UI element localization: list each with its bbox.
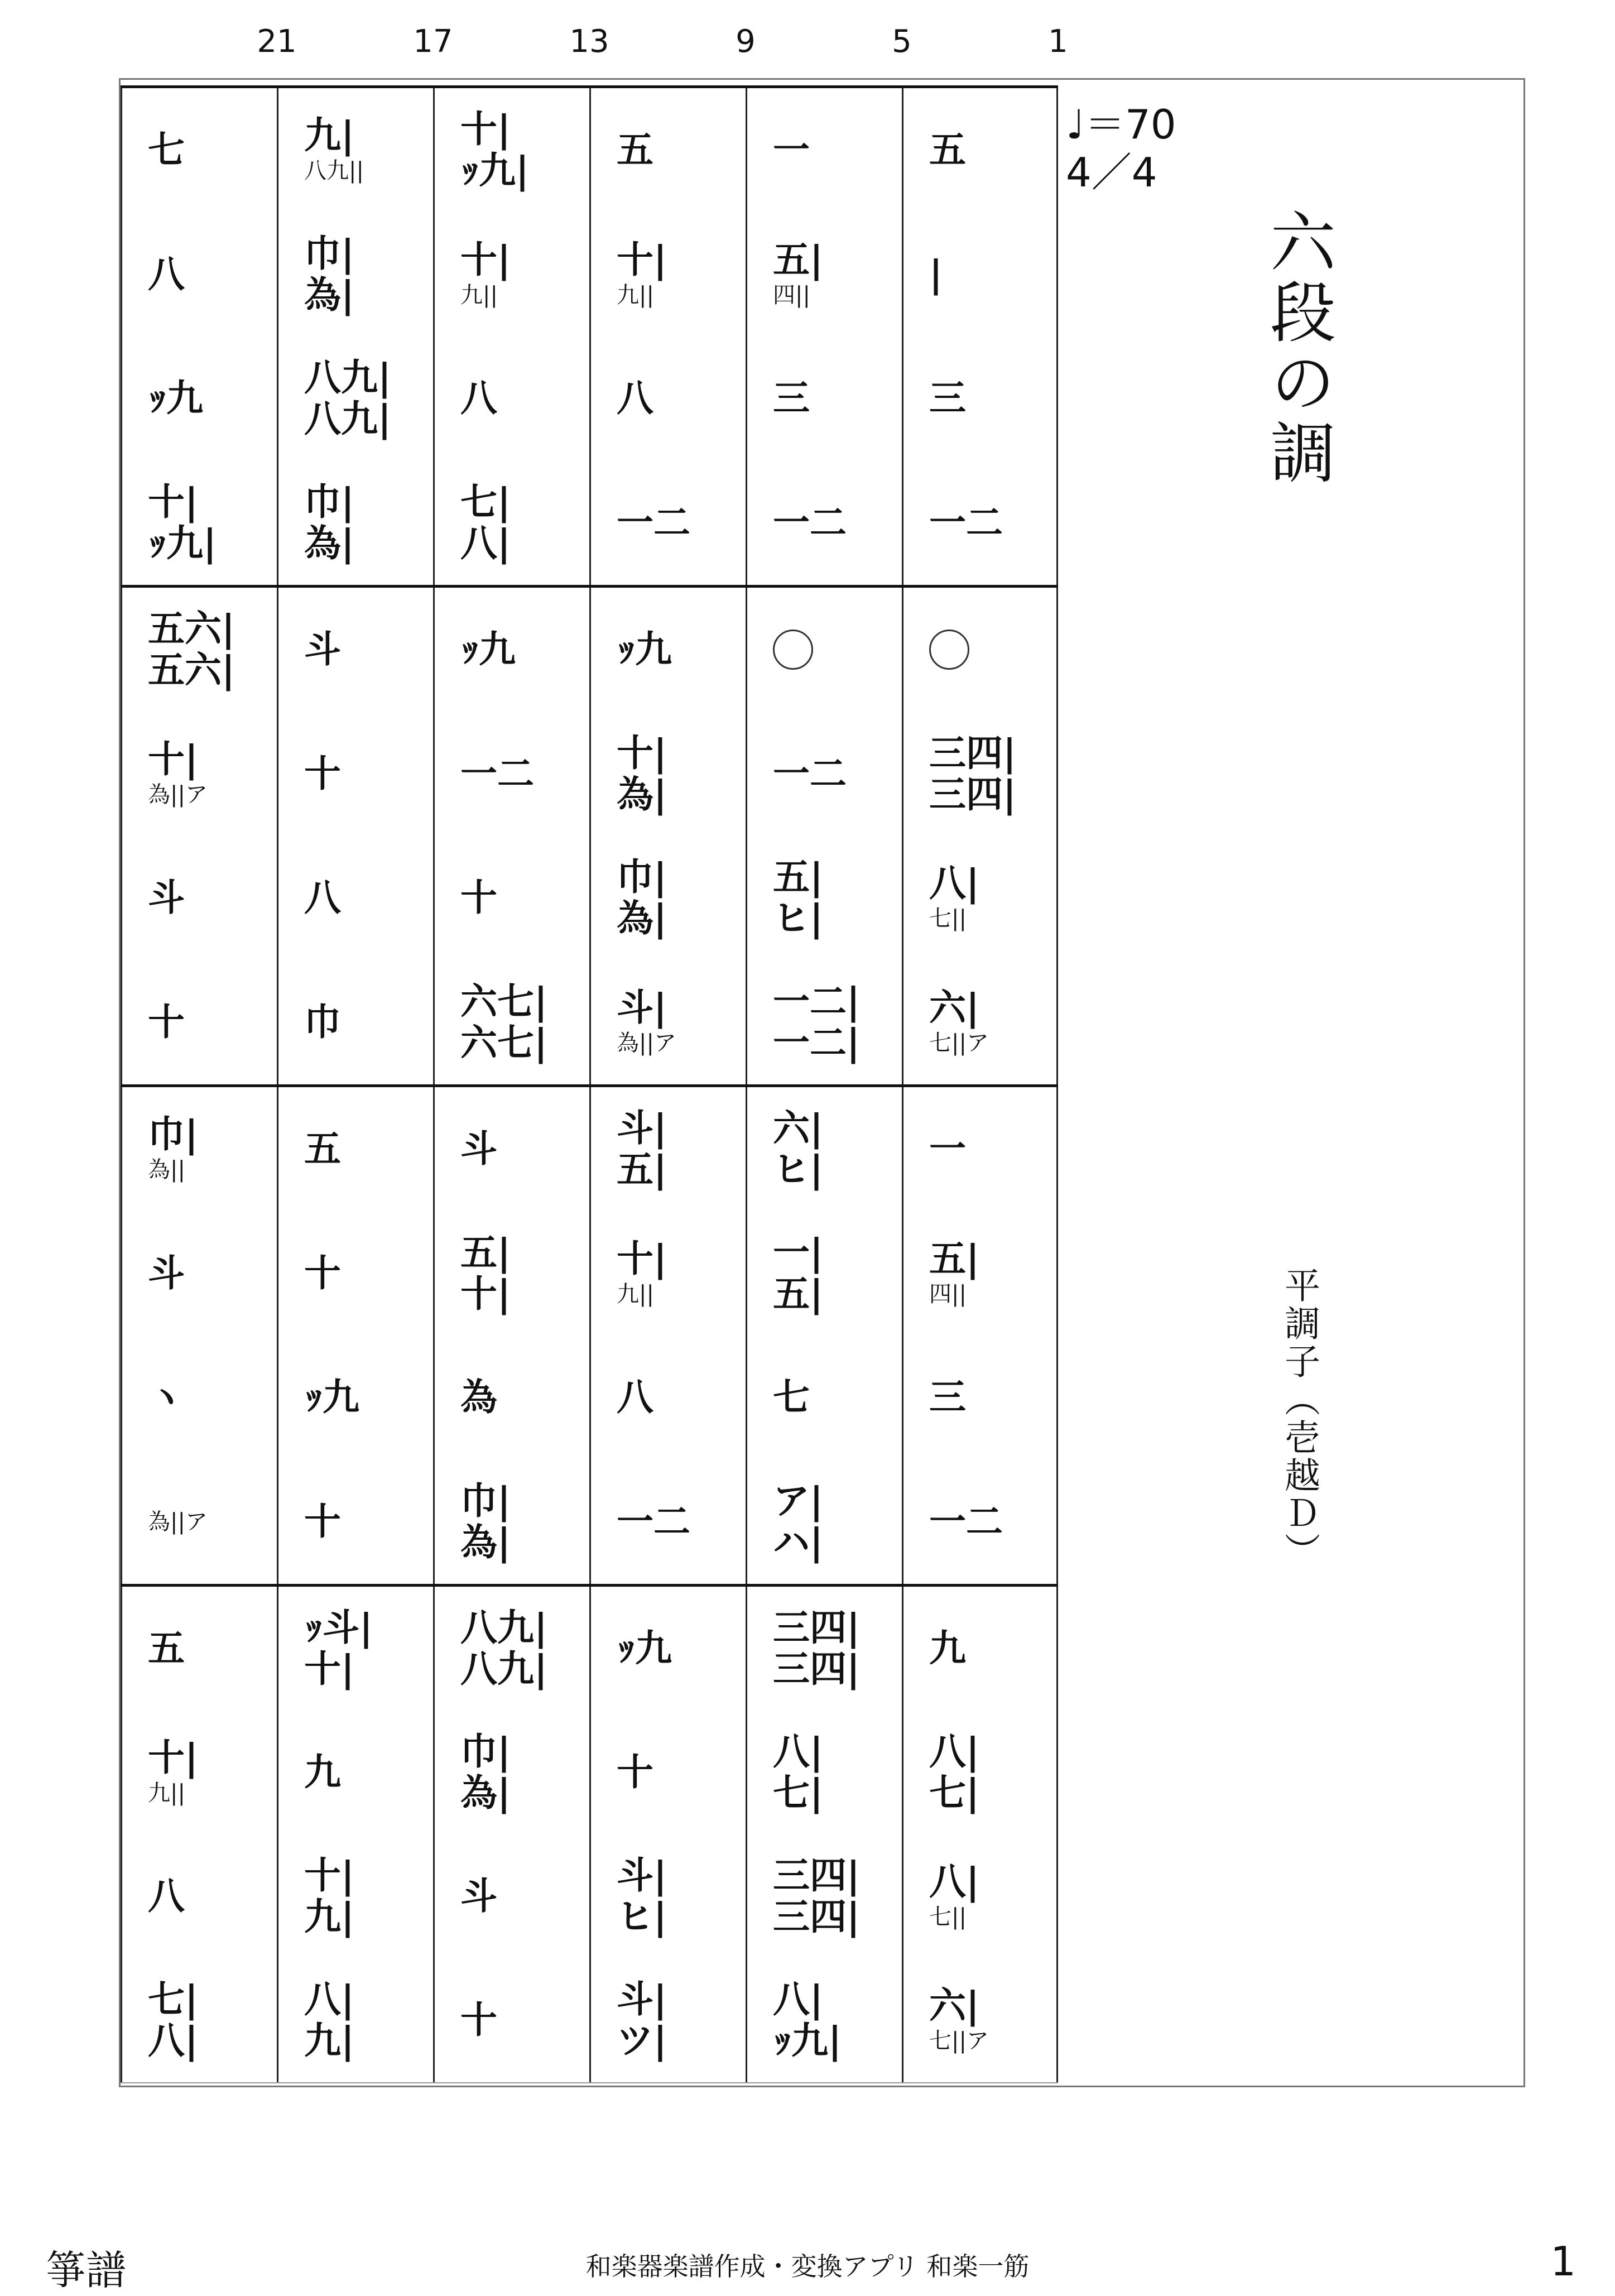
note-token: | [929, 252, 943, 296]
beat [747, 588, 902, 712]
note-token: 八九|| [304, 158, 364, 184]
measure-cell [277, 1587, 433, 2082]
note-token: 七 [773, 1375, 810, 1419]
note-token: 斗 [148, 876, 185, 920]
measure-number: 21 [257, 23, 297, 60]
note-token: 十| [617, 731, 667, 775]
beat [591, 712, 746, 837]
beat [278, 588, 433, 712]
beat [278, 1711, 433, 1834]
measure-cell [902, 1587, 1058, 2082]
beat [435, 1587, 589, 1711]
note-token: ｯ九 [460, 627, 516, 671]
note-token: 八| [929, 861, 980, 905]
note-token: 四|| [929, 1281, 967, 1307]
note-token: 為||ア [148, 781, 208, 808]
note-token: 為| [304, 272, 355, 316]
beat [747, 1587, 902, 1711]
note-token: 一二 [773, 751, 847, 795]
note-token: ヽ [148, 1375, 185, 1419]
note-token: 一 [929, 1127, 966, 1171]
note-token: 五| [773, 237, 824, 281]
beat [747, 337, 902, 461]
rest-circle [929, 630, 969, 670]
note-token: 五 [617, 128, 653, 172]
note-token: 六七| [460, 1020, 548, 1064]
note-token: 八九| [304, 356, 392, 400]
tempo-bpm: ♩＝70 [1066, 101, 1176, 148]
measure-cell [746, 88, 902, 585]
note-token: 巾| [304, 479, 355, 523]
beat [122, 1958, 277, 2082]
score-grid [121, 85, 1058, 2083]
beat [278, 836, 433, 960]
score-row [121, 585, 1058, 1084]
note-token: 七| [148, 1977, 199, 2021]
beat [591, 461, 746, 585]
note-token: 八 [460, 376, 497, 420]
note-token: 一二 [460, 751, 534, 795]
measure-cell [277, 588, 433, 1084]
note-token: ヒ| [617, 1895, 667, 1938]
score-row [121, 1084, 1058, 1584]
note-token: 一| [773, 1230, 824, 1274]
note-token: 斗 [460, 1874, 497, 1918]
note-token: ｯ斗| [304, 1606, 373, 1650]
beat [278, 1087, 433, 1212]
beat [903, 1958, 1056, 2082]
measure-cell [589, 1087, 746, 1584]
note-token: 十 [304, 751, 341, 795]
note-token: 七| [929, 1771, 980, 1814]
beat [903, 1711, 1056, 1834]
note-token: 一二| [773, 979, 861, 1023]
beat [122, 1460, 277, 1584]
note-token: 為| [460, 1771, 511, 1814]
note-token: ｯ九| [773, 2019, 842, 2062]
beat [903, 337, 1056, 461]
note-token: 十| [304, 1853, 355, 1898]
measure-number: 17 [413, 23, 453, 60]
measure-number: 9 [736, 23, 756, 60]
beat [278, 960, 433, 1085]
beat [747, 712, 902, 837]
measure-number: 13 [569, 23, 609, 60]
note-token: 十| [304, 1647, 355, 1690]
note-token: 斗| [617, 1853, 667, 1898]
beat [747, 836, 902, 960]
measure-cell [433, 588, 589, 1084]
beat [278, 461, 433, 585]
beat [591, 1834, 746, 1958]
note-token: ヒ| [773, 896, 824, 940]
note-token: 八| [929, 1860, 980, 1904]
beat [903, 836, 1056, 960]
note-token: 三四| [929, 731, 1017, 775]
note-token: 三四| [929, 772, 1017, 816]
note-token: 為||ア [148, 1509, 208, 1535]
note-token: 九|| [460, 282, 498, 308]
score-row [121, 1584, 1058, 2083]
beat [435, 337, 589, 461]
note-token: 七| [773, 1771, 824, 1814]
note-token: 九|| [148, 1780, 185, 1806]
measure-cell [277, 88, 433, 585]
beat [122, 1587, 277, 1711]
measure-cell [433, 1587, 589, 2082]
note-token: 斗| [617, 1106, 667, 1150]
measure-cell [277, 1087, 433, 1584]
note-token: 九|| [617, 282, 654, 308]
beat [591, 1336, 746, 1460]
note-token: 三 [929, 1375, 966, 1419]
note-token: ヒ| [773, 1147, 824, 1192]
note-token: ア| [773, 1478, 824, 1522]
beat [747, 461, 902, 585]
note-token: 七||ア [929, 2028, 989, 2054]
beat [122, 712, 277, 837]
note-token: 八 [617, 376, 653, 420]
beat [435, 88, 589, 213]
note-token: 八 [617, 1375, 653, 1419]
footer-app-name: 和楽器楽譜作成・変換アプリ 和楽一筋 [585, 2251, 1030, 2281]
note-token: 八| [929, 1730, 980, 1774]
note-token: 三 [929, 376, 966, 420]
measure-cell [589, 1587, 746, 2082]
beat [122, 213, 277, 337]
note-token: 七|| [929, 906, 967, 932]
beat [903, 1087, 1056, 1212]
beat [591, 1958, 746, 2082]
note-token: 為 [460, 1375, 497, 1419]
note-token: 五| [773, 1271, 824, 1315]
beat [122, 337, 277, 461]
beat [435, 213, 589, 337]
note-token: 斗 [304, 627, 341, 671]
beat [747, 1711, 902, 1834]
beat [903, 213, 1056, 337]
beat [435, 1711, 589, 1834]
note-token: 八九| [460, 1606, 548, 1650]
note-token: 八 [148, 1874, 185, 1918]
note-token: 為| [617, 772, 667, 816]
note-token: 十| [148, 1736, 199, 1780]
note-token: 三 [773, 376, 810, 420]
note-token: 九| [304, 2019, 355, 2062]
note-token: 巾| [617, 855, 667, 899]
measure-number: 5 [892, 23, 912, 60]
note-token: 十| [460, 107, 511, 151]
beat [122, 960, 277, 1085]
beat [435, 588, 589, 712]
beat [747, 1460, 902, 1584]
tuning-label: 平調子（壱越Ｄ） [1278, 1267, 1320, 1570]
note-token: ｯ九| [460, 148, 530, 193]
footer-instrument: 箏譜 [46, 2247, 127, 2294]
beat [903, 960, 1056, 1085]
beat [591, 836, 746, 960]
beat [435, 1087, 589, 1212]
note-token: 十| [617, 237, 667, 281]
beat [591, 960, 746, 1085]
note-token: 八 [304, 876, 341, 920]
beat [747, 1958, 902, 2082]
note-token: 七 [148, 128, 185, 172]
note-token: 為|| [148, 1157, 185, 1183]
note-token: 為| [304, 521, 355, 565]
note-token: 十 [617, 1750, 653, 1794]
beat [591, 213, 746, 337]
note-token: 十| [460, 1271, 511, 1315]
beat [903, 712, 1056, 837]
beat [747, 960, 902, 1085]
note-token: ｯ九 [617, 627, 672, 671]
note-token: 六七| [460, 979, 548, 1023]
beat [747, 88, 902, 213]
note-token: 一二 [617, 500, 690, 544]
beat [747, 1336, 902, 1460]
note-token: 九 [304, 1750, 341, 1794]
beat [591, 588, 746, 712]
beat [278, 88, 433, 213]
beat [903, 461, 1056, 585]
note-token: 一二 [929, 500, 1003, 544]
note-token: 三四| [773, 1647, 861, 1690]
note-token: 五| [929, 1236, 980, 1280]
note-token: 五 [929, 128, 966, 172]
measure-cell [121, 588, 277, 1084]
beat [747, 1087, 902, 1212]
note-token: 為||ア [617, 1030, 676, 1056]
note-token: ツ| [617, 2019, 667, 2062]
note-token: 斗| [617, 1977, 667, 2021]
beat [278, 337, 433, 461]
page-number: 1 [1550, 2238, 1576, 2285]
note-token: 八| [773, 1977, 824, 2021]
note-token: 為| [617, 896, 667, 940]
measure-cell [746, 1587, 902, 2082]
beat [591, 1087, 746, 1212]
note-token: 七|| [929, 1904, 967, 1930]
beat [278, 712, 433, 837]
note-token: 十 [460, 1998, 497, 2042]
note-token: 八 [148, 252, 185, 296]
note-token: 四|| [773, 282, 810, 308]
beat [122, 836, 277, 960]
measure-cell [902, 88, 1058, 585]
beat [278, 213, 433, 337]
rest-circle [773, 630, 813, 670]
note-token: 五 [148, 1626, 185, 1670]
measure-cell [902, 588, 1058, 1084]
beat [435, 1336, 589, 1460]
note-token: 八九| [460, 1647, 548, 1690]
beat [591, 1460, 746, 1584]
beat [278, 1587, 433, 1711]
note-token: 十 [148, 1000, 185, 1044]
note-token: 六| [929, 1983, 980, 2028]
note-token: 五 [304, 1127, 341, 1171]
beat [435, 1460, 589, 1584]
note-token: 三四| [773, 1606, 861, 1650]
note-token: 九| [304, 113, 355, 157]
tempo-marking [1066, 100, 1176, 197]
note-token: 九| [304, 1895, 355, 1938]
note-token: 九 [929, 1626, 966, 1670]
beat [903, 588, 1056, 712]
beat [278, 1336, 433, 1460]
measure-cell [589, 88, 746, 585]
note-token: 十| [617, 1236, 667, 1280]
note-token: 一二 [617, 1499, 690, 1543]
note-token: 三四| [773, 1853, 861, 1898]
beat [591, 337, 746, 461]
measure-cell [746, 588, 902, 1084]
measure-cell [121, 1587, 277, 2082]
note-token: 一 [773, 128, 810, 172]
beat [435, 1834, 589, 1958]
beat [435, 1212, 589, 1336]
note-token: 巾| [460, 1730, 511, 1774]
beat [591, 1212, 746, 1336]
note-token: 巾| [460, 1478, 511, 1522]
beat [435, 712, 589, 837]
beat [747, 1212, 902, 1336]
beat [122, 1336, 277, 1460]
beat [435, 836, 589, 960]
note-token: 斗 [460, 1127, 497, 1171]
beat [122, 1212, 277, 1336]
note-token: 六| [929, 985, 980, 1029]
note-token: 巾 [304, 1000, 341, 1044]
note-token: 七||ア [929, 1030, 989, 1056]
beat [435, 1958, 589, 2082]
beat [903, 1460, 1056, 1584]
note-token: 八九| [304, 397, 392, 441]
note-token: 八| [773, 1730, 824, 1774]
beat [903, 88, 1056, 213]
beat [903, 1212, 1056, 1336]
note-token: 十| [460, 237, 511, 281]
measure-cell [746, 1087, 902, 1584]
time-signature: 4／4 [1066, 149, 1157, 196]
note-token: 一二| [773, 1020, 861, 1064]
note-token: 五| [773, 855, 824, 899]
beat [122, 588, 277, 712]
note-token: 九|| [617, 1281, 654, 1307]
note-token: 巾| [148, 1112, 199, 1156]
beat [903, 1587, 1056, 1711]
beat [903, 1336, 1056, 1460]
note-token: ハ| [773, 1520, 824, 1564]
note-token: 一二 [929, 1499, 1003, 1543]
beat [435, 461, 589, 585]
note-token: 斗| [617, 985, 667, 1029]
measure-cell [902, 1087, 1058, 1584]
note-token: 十 [304, 1251, 341, 1295]
beat [591, 1587, 746, 1711]
measure-number: 1 [1048, 23, 1068, 60]
measure-cell [589, 588, 746, 1084]
note-token: 三四| [773, 1895, 861, 1938]
note-token: 五六| [148, 607, 235, 651]
note-token: 十| [148, 479, 199, 523]
note-token: ｯ九 [148, 376, 203, 420]
note-token: 五| [617, 1147, 667, 1192]
note-token: 斗 [148, 1251, 185, 1295]
note-token: 七| [460, 479, 511, 523]
beat [278, 1212, 433, 1336]
beat [591, 88, 746, 213]
measure-cell [433, 88, 589, 585]
beat [278, 1958, 433, 2082]
beat [278, 1834, 433, 1958]
note-token: ｯ九 [304, 1375, 359, 1419]
note-token: 八| [148, 2019, 199, 2062]
measure-cell [433, 1087, 589, 1584]
measure-cell [121, 1087, 277, 1584]
note-token: ｯ九| [148, 521, 217, 565]
beat [122, 1711, 277, 1834]
beat [122, 461, 277, 585]
note-token: 八| [460, 521, 511, 565]
beat [747, 213, 902, 337]
beat [278, 1460, 433, 1584]
note-token: 五六| [148, 648, 235, 692]
beat [903, 1834, 1056, 1958]
note-token: 巾| [304, 231, 355, 275]
beat [122, 88, 277, 213]
note-token: 八| [304, 1977, 355, 2021]
beat [591, 1711, 746, 1834]
beat [435, 960, 589, 1085]
beat [122, 1087, 277, 1212]
note-token: 十 [460, 876, 497, 920]
note-token: ｯ九 [617, 1626, 672, 1670]
measure-cell [121, 88, 277, 585]
note-token: 五| [460, 1230, 511, 1274]
beat [747, 1834, 902, 1958]
note-token: 一二 [773, 500, 847, 544]
score-row [121, 85, 1058, 585]
note-token: 十| [148, 737, 199, 781]
note-token: 六| [773, 1106, 824, 1150]
note-token: 為| [460, 1520, 511, 1564]
piece-title: 六段の調 [1259, 208, 1336, 489]
note-token: 十 [304, 1499, 341, 1543]
beat [122, 1834, 277, 1958]
